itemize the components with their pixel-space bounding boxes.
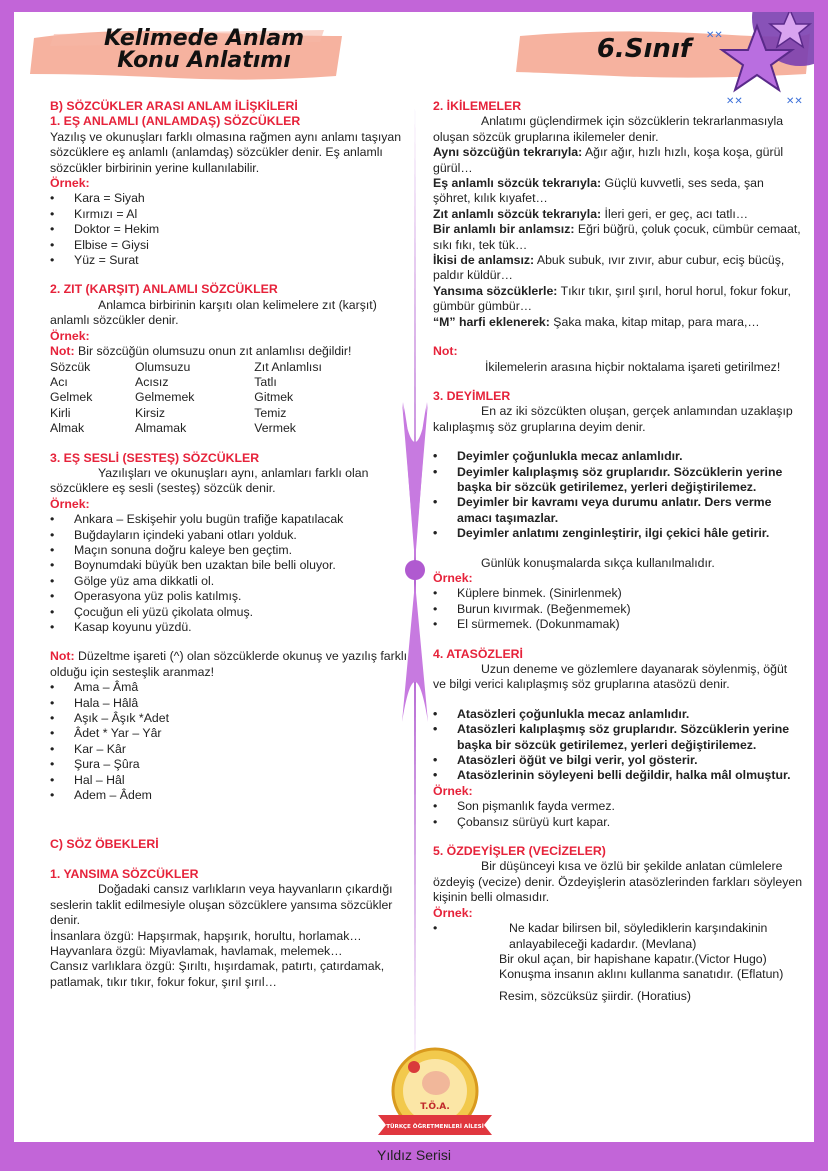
- circumflex-list: [50, 680, 408, 803]
- list-item: • Atasözleri kalıplaşmış söz gruplarıdır. Sözcüklerin yerine başka bir sözcük getirilemez, yerleri değiştirilemez.: [433, 722, 803, 753]
- idioms-rules: [433, 449, 803, 541]
- table-cell: Gitmek: [254, 390, 294, 405]
- reduplication-row: [433, 315, 803, 330]
- onomatopoeia-text: Doğadaki cansız varlıkların veya hayvanların çıkardığı seslerin taklit edilmesiyle oluşan sözcüklere yansıma sözcükler denir.: [50, 882, 393, 928]
- proverbs-text: Uzun deneme ve gözlemlere dayanarak söylenmiş, öğüt ve bilgi verici kalıplaşmış söz gruplarına atasözü denir.: [433, 662, 788, 692]
- example-label: Örnek:: [433, 905, 473, 920]
- idioms-examples: [433, 586, 803, 632]
- onomatopoeia-line: Cansız varlıklara özgü: Şırıltı, hışırdamak, patırtı, çatırdamak, patlamak, tıkır tıkır, fokur fokur, şırıl şırıl…: [50, 959, 385, 989]
- table-cell: Tatlı: [254, 374, 277, 389]
- table-cell: Temiz: [254, 405, 287, 420]
- table-cell: Almak: [50, 421, 85, 436]
- antonyms-note: [50, 344, 408, 359]
- left-column: [50, 99, 408, 990]
- aphorisms-examples: [433, 921, 803, 952]
- list-item: • Deyimler kalıplaşmış söz gruplarıdır. Sözcüklerin yerine başka bir sözcük getirilemez, yerleri değiştirilemez.: [433, 465, 803, 496]
- list-item: • Kırmızı = Al: [50, 207, 408, 222]
- synonyms-title: 1. EŞ ANLAMLI (ANLAMDAŞ) SÖZCÜKLER: [50, 114, 301, 129]
- row-text: Güçlü kuvvetli, ses seda, şan şöhret, kılık kıyafet…: [433, 176, 764, 206]
- row-text: Ağır ağır, hızlı hızlı, koşa koşa, gürül gürül…: [433, 145, 784, 175]
- row-label: İkisi de anlamsız:: [433, 253, 535, 268]
- idioms-title: 3. DEYİMLER: [433, 388, 511, 403]
- table-row: [50, 421, 390, 436]
- example-label: Örnek:: [50, 496, 90, 511]
- synonyms-text: Yazılış ve okunuşları farklı olmasına rağmen aynı anlamı taşıyan sözcüklere eş anlamlı (anlamdaş) sözcükler denir. Eş anlamlı sözcükler birbirinin yerine kullanılabilir.: [50, 129, 402, 175]
- list-item: • Hala – Hâlâ: [50, 696, 408, 711]
- note-label: Not:: [50, 344, 75, 359]
- example-label: Örnek:: [50, 176, 90, 191]
- row-label: Yansıma sözcüklerle:: [433, 283, 558, 298]
- list-item: • Kasap koyunu yüzdü.: [50, 620, 408, 635]
- title-line-1: Kelimede Anlam: [103, 26, 305, 51]
- list-item: • Küplere binmek. (Sinirlenmek): [433, 586, 803, 601]
- homonyms-title: 3. EŞ SESLİ (SESTEŞ) SÖZCÜKLER: [50, 450, 260, 465]
- list-item: • Gölge yüz ama dikkatli ol.: [50, 574, 408, 589]
- list-item: • Kara = Siyah: [50, 191, 408, 206]
- list-item: • Yüz = Surat: [50, 253, 408, 268]
- list-item: • Atasözlerinin söyleyeni belli değildir, halka mâl olmuştur.: [433, 768, 803, 783]
- reduplication-row: [433, 222, 803, 253]
- note-text: Bir sözcüğün olumsuzu onun zıt anlamlısı değildir!: [74, 344, 352, 359]
- footer-series: Yıldız Serisi: [377, 1147, 451, 1163]
- synonyms-list: [50, 191, 408, 268]
- list-item: • Hal – Hâl: [50, 773, 408, 788]
- list-item: • Buğdayların içindeki yabani otları yolduk.: [50, 528, 408, 543]
- reduplication-row: [433, 253, 803, 284]
- list-item: • Elbise = Giysi: [50, 238, 408, 253]
- list-item: • Deyimler bir kavramı veya durumu anlatır. Ders verme amacı taşımazlar.: [433, 495, 803, 526]
- antonyms-title: 2. ZIT (KARŞIT) ANLAMLI SÖZCÜKLER: [50, 282, 278, 297]
- list-item: • Ankara – Eskişehir yolu bugün trafiğe kapatılacak: [50, 512, 408, 527]
- svg-text:✕✕: ✕✕: [786, 96, 803, 107]
- proverbs-examples: [433, 799, 803, 830]
- page-title: [84, 28, 324, 72]
- aphorism-line: Resim, sözcüksüz şiirdir. (Horatius): [499, 988, 692, 1003]
- list-item: • Burun kıvırmak. (Beğenmemek): [433, 602, 803, 617]
- table-cell: Kirsiz: [135, 405, 166, 420]
- logo-ribbon-text: TÜRKÇE ÖĞRETMENLERİ AİLESİ: [386, 1124, 484, 1130]
- table-row: [50, 375, 390, 390]
- list-item: • Maçın sonuna doğru kaleye ben geçtim.: [50, 543, 408, 558]
- worksheet-page: [14, 12, 814, 1142]
- onomatopoeia-line: İnsanlara özgü: Hapşırmak, hapşırık, horultu, horlamak…: [50, 928, 362, 943]
- list-item: • Aşık – Âşık *Adet: [50, 711, 408, 726]
- antonyms-text: Anlamca birbirinin karşıtı olan kelimelere zıt (karşıt) anlamlı sözcükler denir.: [50, 297, 377, 328]
- idioms-note: Günlük konuşmalarda sıkça kullanılmalıdır.: [481, 555, 715, 570]
- svg-text:✕✕: ✕✕: [726, 96, 743, 107]
- list-item: • Adem – Âdem: [50, 788, 408, 803]
- reduplication-row: [433, 284, 803, 315]
- idioms-text: En az iki sözcükten oluşan, gerçek anlamından uzaklaşıp kalıplaşmış söz gruplarına deyim denir.: [433, 404, 793, 434]
- table-row: [50, 406, 390, 421]
- grade-label: 6.Sınıf: [596, 34, 692, 64]
- reduplication-row: [433, 145, 803, 176]
- section-b-title: B) SÖZCÜKLER ARASI ANLAM İLİŞKİLERİ: [50, 99, 298, 113]
- table-cell: Sözcük: [50, 359, 91, 374]
- list-item: • Operasyona yüz polis katılmış.: [50, 589, 408, 604]
- row-text: İleri geri, er geç, acı tatlı…: [601, 206, 749, 221]
- example-label: Örnek:: [433, 783, 473, 798]
- reduplication-row: [433, 207, 803, 222]
- row-text: Eğri büğrü, çoluk çocuk, cümbür cemaat, sıkı fıkı, tek tük…: [433, 222, 801, 252]
- table-cell: Gelmemek: [135, 390, 195, 405]
- proverbs-rules: [433, 707, 803, 784]
- table-cell: Kirli: [50, 405, 71, 420]
- table-row: [50, 360, 390, 375]
- title-line-2: Konu Anlatımı: [117, 48, 291, 73]
- table-cell: Gelmek: [50, 390, 93, 405]
- list-item: • Âdet * Yar – Yâr: [50, 726, 408, 741]
- list-item: • Kar – Kâr: [50, 742, 408, 757]
- list-item: • Çobansız sürüyü kurt kapar.: [433, 815, 803, 830]
- row-label: Zıt anlamlı sözcük tekrarıyla:: [433, 206, 602, 221]
- list-item: [433, 921, 803, 952]
- svg-text:✕✕: ✕✕: [706, 30, 723, 41]
- list-item: • Atasözleri çoğunlukla mecaz anlamlıdır.: [433, 707, 803, 722]
- list-item: • Boynumdaki büyük ben uzaktan bile belli oluyor.: [50, 558, 408, 573]
- row-label: Aynı sözcüğün tekrarıyla:: [433, 145, 583, 160]
- toa-logo: [374, 1045, 496, 1142]
- example-label: Örnek:: [50, 328, 90, 343]
- aphorism-line: Konuşma insanın aklını kullanma sanatıdır. (Eflatun): [499, 967, 784, 982]
- list-item: • El sürmemek. (Dokunmamak): [433, 617, 803, 632]
- onomatopoeia-title: 1. YANSIMA SÖZCÜKLER: [50, 866, 199, 881]
- reduplication-note: İkilemelerin arasına hiçbir noktalama işareti getirilmez!: [485, 359, 781, 374]
- table-cell: Acı: [50, 374, 68, 389]
- section-c-title: C) SÖZ ÖBEKLERİ: [50, 837, 159, 852]
- logo-letters: T.Ö.A.: [420, 1102, 450, 1112]
- reduplication-row: [433, 176, 803, 207]
- row-label: Eş anlamlı sözcük tekrarıyla:: [433, 176, 602, 191]
- row-label: Bir anlamlı bir anlamsız:: [433, 222, 575, 237]
- note-label: Not:: [433, 344, 458, 359]
- note-label: Not:: [50, 649, 75, 664]
- table-cell: Vermek: [254, 421, 296, 436]
- table-cell: Acısız: [135, 374, 169, 389]
- list-item: • Çocuğun eli yüzü çikolata olmuş.: [50, 605, 408, 620]
- row-label: “M” harfi eklenerek:: [433, 314, 550, 329]
- row-text: Abuk subuk, ıvır zıvır, abur cubur, eciş bücüş, paldır küldür…: [433, 253, 785, 283]
- list-item: • Deyimler anlatımı zenginleştirir, ilgi çekici hâle getirir.: [433, 526, 803, 541]
- aphorisms-text: Bir düşünceyi kısa ve özlü bir şekilde anlatan cümlelere özdeyiş (vecize) denir. Özdeyişlerin atasözlerinden farkları söyleyen kişinin belli olmasıdır.: [433, 859, 803, 905]
- list-item: • Deyimler çoğunlukla mecaz anlamlıdır.: [433, 449, 803, 464]
- note-text: Düzeltme işareti (^) olan sözcüklerde okunuş ve yazılış farklı olduğu için sesteşlik aranmaz!: [50, 649, 408, 679]
- aphorisms-title: 5. ÖZDEYİŞLER (VECİZELER): [433, 844, 606, 859]
- list-item: • Şura – Şûra: [50, 757, 408, 772]
- table-cell: Zıt Anlamlısı: [254, 359, 322, 374]
- list-item: • Ama – Âmâ: [50, 680, 408, 695]
- aphorism-text: Ne kadar bilirsen bil, söylediklerin karşındakinin anlayabileceği kadardır. (Mevlana): [509, 921, 768, 951]
- list-item: • Doktor = Hekim: [50, 222, 408, 237]
- table-row: [50, 390, 390, 405]
- antonyms-table: [50, 360, 390, 437]
- onomatopoeia-line: Hayvanlara özgü: Miyavlamak, havlamak, melemek…: [50, 943, 343, 958]
- homonyms-list: [50, 512, 408, 635]
- list-item: • Son pişmanlık fayda vermez.: [433, 799, 803, 814]
- circumflex-note: [50, 649, 408, 680]
- row-text: Şaka maka, kitap mitap, para mara,…: [549, 314, 760, 329]
- homonyms-text: Yazılışları ve okunuşları aynı, anlamları farklı olan sözcüklere eş sesli (sesteş) sözcük denir.: [50, 465, 369, 496]
- reduplication-title: 2. İKİLEMELER: [433, 99, 522, 113]
- proverbs-title: 4. ATASÖZLERİ: [433, 646, 523, 661]
- example-label: Örnek:: [433, 570, 473, 585]
- table-cell: Almamak: [135, 421, 187, 436]
- table-cell: Olumsuzu: [135, 359, 191, 374]
- reduplication-text: Anlatımı güçlendirmek için sözcüklerin tekrarlanmasıyla oluşan sözcük gruplarına ikilemeler denir.: [433, 114, 784, 144]
- list-item: • Atasözleri öğüt ve bilgi verir, yol gösterir.: [433, 753, 803, 768]
- right-column: [433, 99, 803, 1004]
- row-text: Tıkır tıkır, şırıl şırıl, horul horul, fokur fokur, gümbür gümbür…: [433, 283, 791, 314]
- aphorism-line: Bir okul açan, bir hapishane kapatır.(Victor Hugo): [499, 951, 767, 966]
